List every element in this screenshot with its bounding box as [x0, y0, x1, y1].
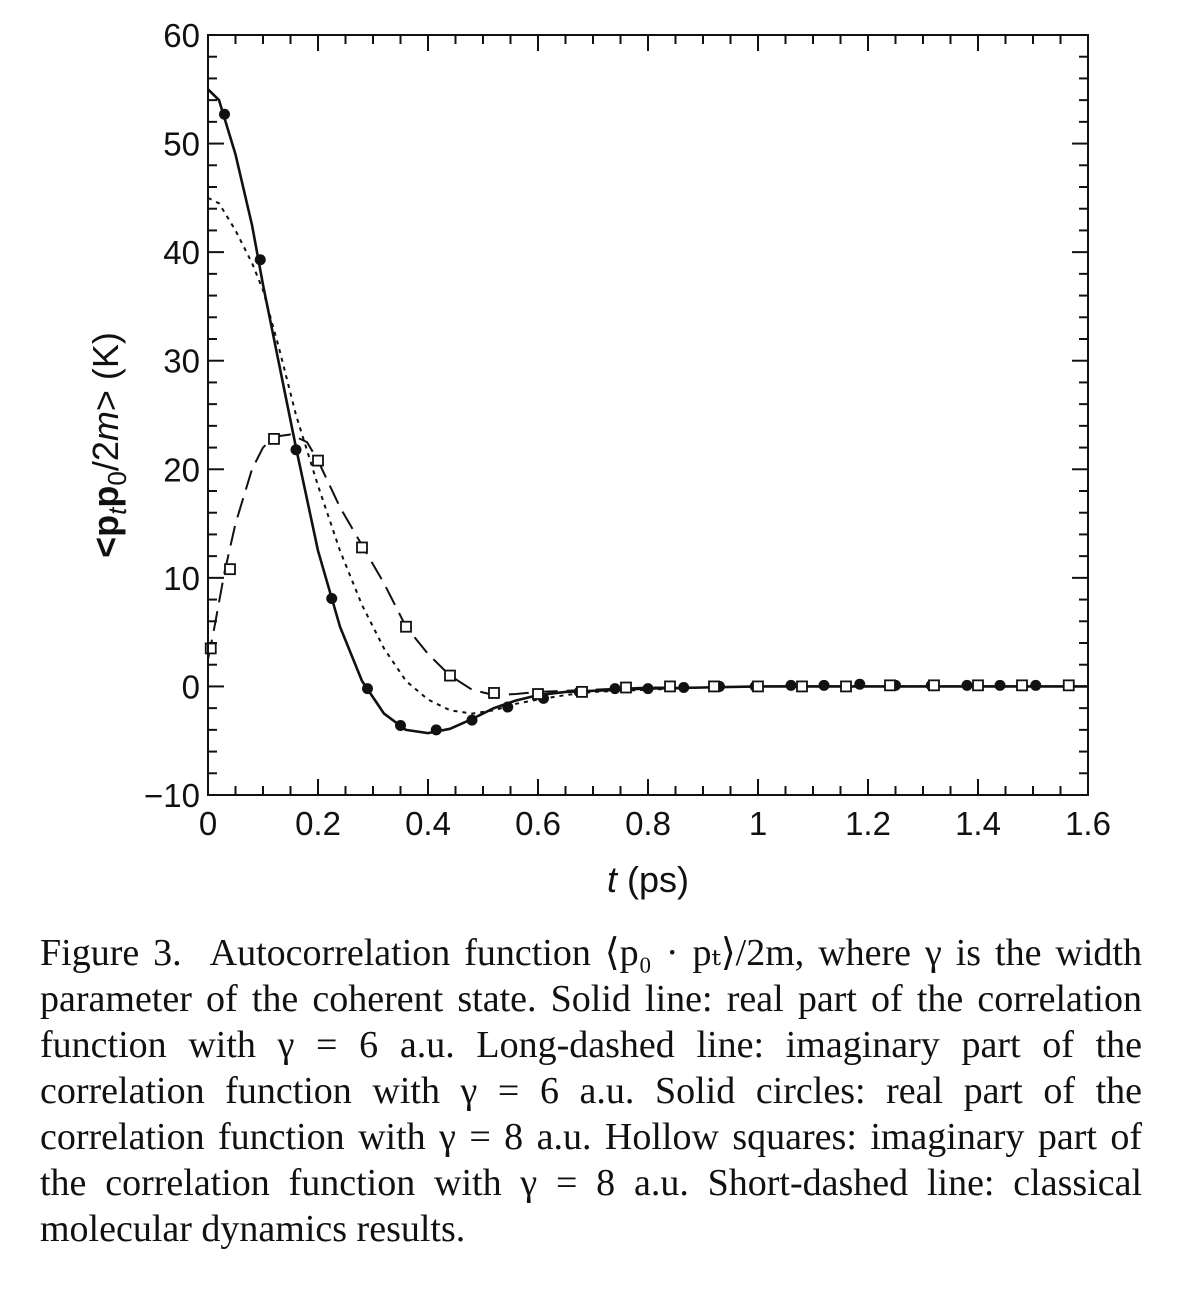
data-point-square	[621, 683, 631, 693]
x-tick-label: 0.6	[515, 805, 561, 842]
x-tick-label: 1.2	[845, 805, 891, 842]
data-point-circle	[219, 109, 230, 120]
tick-marks	[208, 35, 1088, 795]
tick-labels	[144, 17, 1111, 842]
data-point-circle	[362, 683, 373, 694]
data-point-square	[841, 681, 851, 691]
data-point-square	[929, 680, 939, 690]
x-tick-label: 1	[748, 805, 768, 842]
data-point-circle	[819, 680, 830, 691]
series-line-short-dashed	[208, 198, 1088, 714]
y-tick-label: 30	[163, 342, 200, 380]
data-point-square	[797, 681, 807, 691]
data-point-square	[753, 681, 763, 691]
data-point-circle	[995, 680, 1006, 691]
data-point-circle	[1030, 680, 1041, 691]
data-point-square	[885, 680, 895, 690]
plot-frame	[208, 35, 1088, 795]
data-point-square	[533, 689, 543, 699]
data-point-square	[1064, 680, 1074, 690]
data-point-square	[577, 687, 587, 697]
x-tick-label: 0.4	[405, 805, 451, 842]
x-tick-label: 0.2	[295, 805, 341, 842]
data-point-circle	[678, 682, 689, 693]
y-tick-label: 10	[163, 559, 200, 597]
series-line-solid	[208, 89, 1088, 733]
x-tick-label: 0	[198, 805, 218, 842]
series-layer	[208, 89, 1088, 733]
data-point-square	[973, 680, 983, 690]
data-point-circle	[786, 680, 797, 691]
marker-layer	[206, 109, 1074, 736]
data-point-circle	[962, 680, 973, 691]
data-point-square	[489, 688, 499, 698]
figure-label: Figure 3.	[40, 932, 182, 974]
data-point-circle	[854, 679, 865, 690]
data-point-circle	[610, 683, 621, 694]
data-point-square	[401, 622, 411, 632]
y-tick-label: 40	[163, 234, 200, 272]
y-tick-label: 60	[163, 17, 200, 54]
x-tick-label: 1.4	[955, 805, 1001, 842]
data-point-circle	[643, 683, 654, 694]
data-point-square	[445, 671, 455, 681]
y-tick-label: −10	[144, 777, 200, 814]
x-axis-title: t (ps)	[606, 859, 690, 900]
data-point-square	[225, 564, 235, 574]
data-point-circle	[255, 254, 266, 265]
data-point-circle	[395, 720, 406, 731]
data-point-square	[1017, 680, 1027, 690]
data-point-circle	[467, 715, 478, 726]
y-axis-title: $<p_tp_0/2m> (K)$	[85, 332, 132, 558]
data-point-square	[665, 681, 675, 691]
data-point-square	[709, 681, 719, 691]
y-tick-label: 20	[163, 451, 200, 489]
figure-caption	[40, 930, 1142, 1252]
x-tick-label: 0.8	[625, 805, 671, 842]
x-tick-label: 1.6	[1065, 805, 1111, 842]
caption-text: Autocorrelation function ⟨p₀ · pₜ⟩/2m, where γ is the width parameter of the coherent state. Solid line: real part of the correlation function with γ = 6 a.u. Long-dashed line: imaginary part of the correlation function with γ = 6 a.u. Solid circles: real part of the correlation function with γ = 8 a.u. Hollow squares: imaginary part of the correlation function with γ = 8 a.u. Short-dashed line: classical molecular dynamics results.	[40, 932, 1142, 1250]
y-tick-label: 50	[163, 125, 200, 163]
data-point-square	[269, 434, 279, 444]
data-point-circle	[291, 444, 302, 455]
data-point-circle	[431, 724, 442, 735]
y-tick-label: 0	[181, 668, 200, 706]
series-line-long-dashed	[208, 435, 1088, 696]
data-point-circle	[502, 702, 513, 713]
data-point-square	[313, 456, 323, 466]
data-point-square	[357, 542, 367, 552]
data-point-circle	[326, 593, 337, 604]
